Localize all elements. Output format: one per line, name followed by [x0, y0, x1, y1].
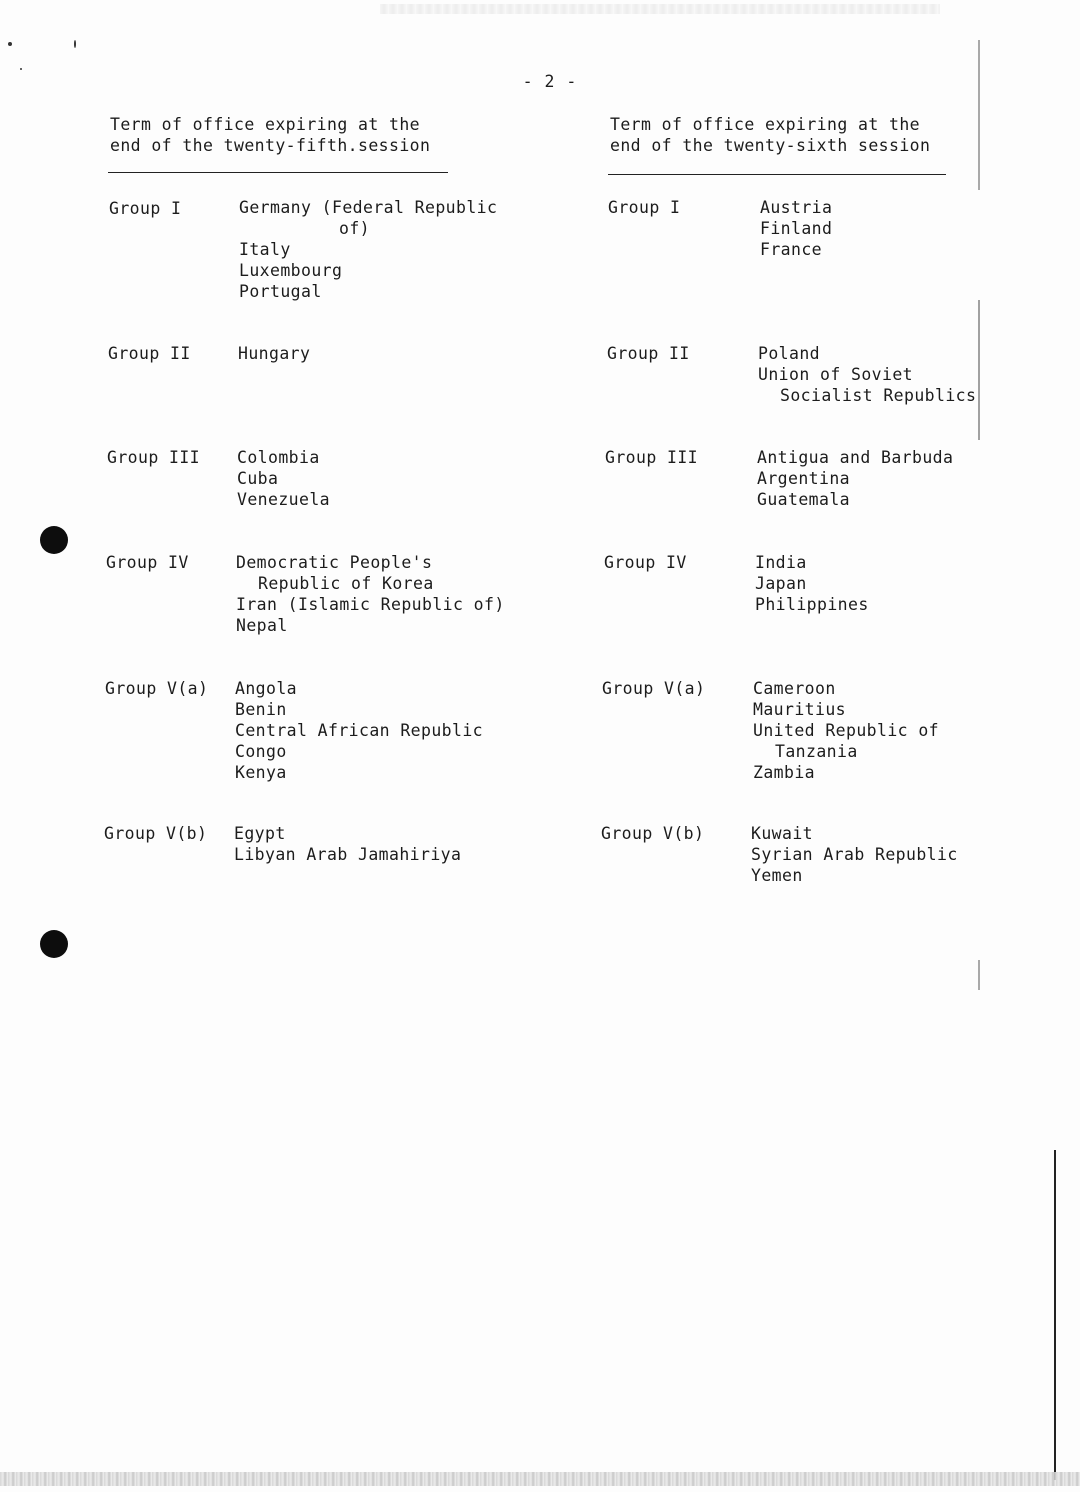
group-label: Group II [607, 344, 690, 363]
country-name: Cameroon [753, 679, 836, 698]
country-name: France [760, 240, 823, 259]
right-heading-rule [608, 174, 946, 175]
country-name: Democratic People's [236, 553, 433, 572]
group-label: Group I [109, 199, 182, 218]
country-name: Cuba [237, 469, 279, 488]
country-list [238, 343, 310, 364]
scan-speck [8, 42, 12, 46]
country-name: Zambia [753, 763, 816, 782]
scan-top-edge [380, 4, 940, 14]
country-name: Mauritius [753, 700, 847, 719]
country-name: Antigua and Barbuda [757, 448, 954, 467]
left-column-heading [110, 114, 430, 156]
scan-speck [20, 68, 22, 70]
country-name: Italy [239, 240, 291, 259]
country-list [758, 343, 976, 406]
country-list [236, 552, 505, 636]
country-name: Republic of Korea [258, 574, 434, 593]
country-name: Germany (Federal Republic [239, 198, 498, 217]
country-name: Kenya [235, 763, 287, 782]
country-name: Argentina [757, 469, 851, 488]
punch-hole-icon [40, 526, 68, 554]
page-number: - 2 - [522, 72, 578, 91]
scan-margin-line [978, 960, 980, 990]
country-name: Finland [760, 219, 833, 238]
country-name: Tanzania [775, 742, 858, 761]
country-name: Venezuela [237, 490, 331, 509]
country-name: Austria [760, 198, 833, 217]
country-name: Angola [235, 679, 298, 698]
country-name: Libyan Arab Jamahiriya [234, 845, 462, 864]
country-name: Japan [755, 574, 807, 593]
heading-line: end of the twenty-sixth session [610, 136, 931, 155]
country-name: Philippines [755, 595, 869, 614]
group-label: Group IV [604, 553, 687, 572]
right-column-heading [610, 114, 930, 156]
scan-speck [74, 40, 76, 48]
group-label: Group V(b) [104, 824, 208, 843]
country-name: Socialist Republics [780, 386, 977, 405]
scan-right-edge [1054, 1150, 1056, 1480]
country-name: Congo [235, 742, 287, 761]
group-label: Group II [108, 344, 191, 363]
country-name: Guatemala [757, 490, 851, 509]
left-heading-rule [108, 172, 448, 173]
country-list [239, 197, 497, 302]
group-label: Group I [608, 198, 681, 217]
country-list [753, 678, 939, 783]
heading-line: Term of office expiring at the [610, 115, 921, 134]
country-name: United Republic of [753, 721, 940, 740]
punch-hole-icon [40, 930, 68, 958]
country-name: Luxembourg [239, 261, 343, 280]
country-list [755, 552, 869, 615]
country-list [751, 823, 958, 886]
country-name: Syrian Arab Republic [751, 845, 958, 864]
group-label: Group V(b) [601, 824, 705, 843]
group-label: Group V(a) [602, 679, 706, 698]
country-name: Colombia [237, 448, 320, 467]
country-name: Egypt [234, 824, 286, 843]
country-name: Yemen [751, 866, 803, 885]
country-name: Iran (Islamic Republic of) [236, 595, 505, 614]
heading-line: end of the twenty-fifth.session [110, 136, 431, 155]
country-name: Nepal [236, 616, 288, 635]
group-label: Group III [107, 448, 201, 467]
country-name: India [755, 553, 807, 572]
group-label: Group IV [106, 553, 189, 572]
scan-bottom-edge [0, 1472, 1080, 1486]
country-list [757, 447, 953, 510]
country-list [235, 678, 483, 783]
country-list [237, 447, 330, 510]
country-list [760, 197, 832, 260]
group-label: Group V(a) [105, 679, 209, 698]
country-name: of) [339, 219, 371, 238]
heading-line: Term of office expiring at the [110, 115, 421, 134]
country-name: Poland [758, 344, 821, 363]
group-label: Group III [605, 448, 699, 467]
country-name: Hungary [238, 344, 311, 363]
country-name: Benin [235, 700, 287, 719]
country-name: Central African Republic [235, 721, 484, 740]
country-name: Union of Soviet [758, 365, 914, 384]
scan-margin-line [978, 300, 980, 440]
scan-margin-line [978, 40, 980, 190]
country-list [234, 823, 461, 865]
country-name: Kuwait [751, 824, 814, 843]
country-name: Portugal [239, 282, 322, 301]
